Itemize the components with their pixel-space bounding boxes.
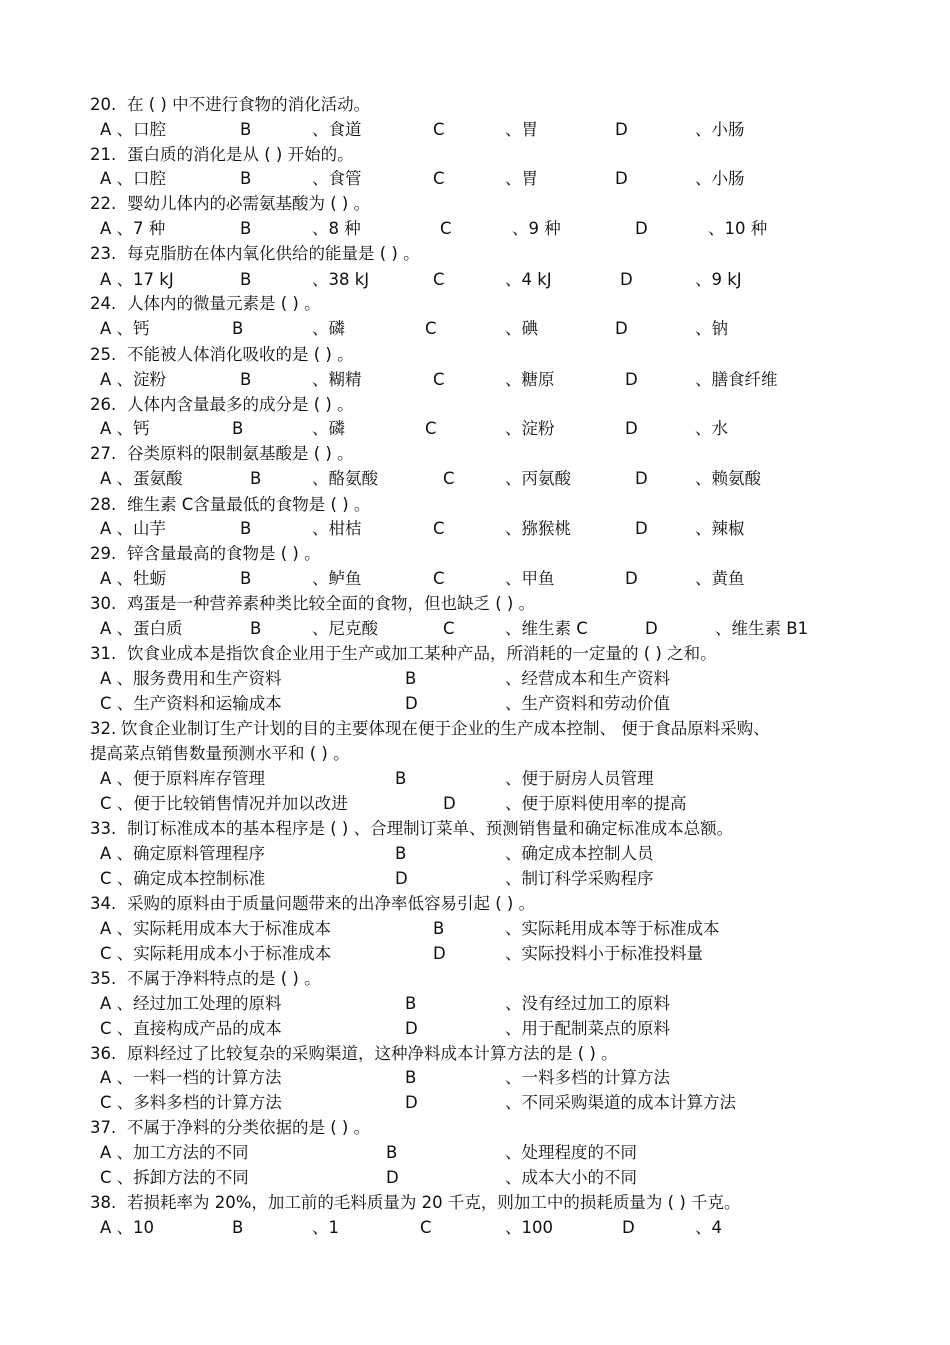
option-a: A 、口腔 (100, 169, 167, 188)
option-c: C 、便于比较销售情况并加以改进 (100, 794, 348, 813)
option-c-text: 、维生素 C (505, 619, 588, 638)
question-stem: 原料经过了比较复杂的采购渠道，这种净料成本计算方法的是 ( ) 。 (127, 1044, 618, 1063)
option-d-text: 、成本大小的不同 (505, 1168, 637, 1187)
options-36-ab (0, 1065, 950, 1090)
option-d-text: 、10 种 (708, 219, 768, 238)
option-b-letter: B (240, 519, 252, 538)
question-number: 24. (90, 294, 117, 313)
question-stem: 不属于净料的分类依据的是 ( ) 。 (127, 1118, 371, 1137)
option-c-letter: C (443, 619, 455, 638)
option-b-letter: B (232, 419, 244, 438)
option-c-text: 、淀粉 (505, 419, 555, 438)
question-stem: 不能被人体消化吸收的是 ( ) 。 (127, 345, 354, 364)
options-31-ab (0, 666, 950, 691)
option-d-letter: D (625, 370, 638, 389)
question-number: 20. (90, 95, 117, 114)
question-number: 33. (90, 819, 117, 838)
question-25 (0, 342, 950, 367)
question-38 (0, 1190, 950, 1215)
option-d-letter: D (622, 1218, 635, 1237)
question-stem: 人体内的微量元素是 ( ) 。 (127, 294, 321, 313)
option-b-letter: B (405, 1068, 417, 1087)
options-29 (0, 566, 950, 591)
option-b-text: 、经营成本和生产资料 (505, 669, 670, 688)
option-c-text: 、4 kJ (505, 270, 552, 289)
option-b-text: 、处理程度的不同 (505, 1143, 637, 1162)
question-37 (0, 1115, 950, 1140)
option-b-letter: B (240, 569, 252, 588)
question-number: 38. (90, 1193, 117, 1212)
question-number: 28. (90, 495, 117, 514)
option-d-letter: D (433, 944, 446, 963)
question-stem: 饮食业成本是指饮食企业用于生产或加工某种产品，所消耗的一定量的 ( ) 之和。 (127, 644, 717, 663)
option-c-text: 、甲鱼 (505, 569, 555, 588)
question-stem: 饮食企业制订生产计划的目的主要体现在便于企业的生产成本控制、 便于食品原料采购、 (121, 719, 770, 738)
option-b-letter: B (433, 919, 445, 938)
option-d-letter: D (386, 1168, 399, 1187)
question-35 (0, 966, 950, 991)
option-a: A 、便于原料库存管理 (100, 769, 266, 788)
option-a: A 、加工方法的不同 (100, 1143, 249, 1162)
options-31-cd (0, 691, 950, 716)
option-d-letter: D (615, 319, 628, 338)
question-22 (0, 191, 950, 216)
option-b-text: 、柑桔 (312, 519, 362, 538)
question-24 (0, 291, 950, 316)
option-b-text: 、实际耗用成本等于标准成本 (505, 919, 720, 938)
option-b-letter: B (240, 169, 252, 188)
question-34 (0, 891, 950, 916)
question-number: 35. (90, 969, 117, 988)
option-c-letter: C (420, 1218, 432, 1237)
option-b-text: 、食道 (312, 120, 362, 139)
option-a: A 、经过加工处理的原料 (100, 994, 282, 1013)
option-d-letter: D (635, 519, 648, 538)
option-d-letter: D (620, 270, 633, 289)
option-b-letter: B (240, 120, 252, 139)
options-22 (0, 216, 950, 241)
question-33 (0, 816, 950, 841)
options-26 (0, 416, 950, 441)
options-32-ab (0, 766, 950, 791)
question-number: 21. (90, 145, 117, 164)
option-c-letter: C (425, 419, 437, 438)
option-d-text: 、用于配制菜点的原料 (505, 1019, 670, 1038)
question-stem: 每克脂肪在体内氧化供给的能量是 ( ) 。 (127, 244, 420, 263)
question-26 (0, 392, 950, 417)
options-36-cd (0, 1090, 950, 1115)
question-stem-line2: 提高菜点销售数量预测水平和 ( ) 。 (90, 744, 350, 763)
option-b-letter: B (232, 319, 244, 338)
option-c: C 、生产资料和运输成本 (100, 694, 282, 713)
option-b-letter: B (240, 370, 252, 389)
option-a: A 、牡蛎 (100, 569, 167, 588)
question-stem: 谷类原料的限制氨基酸是 ( ) 。 (127, 444, 354, 463)
option-d-letter: D (645, 619, 658, 638)
option-d-text: 、辣椒 (695, 519, 745, 538)
option-c-letter: C (433, 370, 445, 389)
option-b-letter: B (240, 219, 252, 238)
question-stem: 制订标准成本的基本程序是 ( ) 、合理制订菜单、预测销售量和确定标准成本总额。 (127, 819, 734, 838)
option-b-text: 、一料多档的计算方法 (505, 1068, 670, 1087)
question-stem: 人体内含量最多的成分是 ( ) 。 (127, 395, 354, 414)
option-d-letter: D (625, 569, 638, 588)
option-b-letter: B (405, 994, 417, 1013)
option-a: A 、蛋氨酸 (100, 469, 183, 488)
question-number: 34. (90, 894, 117, 913)
option-d-text: 、4 (695, 1218, 722, 1237)
option-d-letter: D (405, 694, 418, 713)
option-a: A 、7 种 (100, 219, 166, 238)
option-b-text: 、尼克酸 (312, 619, 378, 638)
option-a: A 、淀粉 (100, 370, 167, 389)
question-number: 25. (90, 345, 117, 364)
options-34-cd (0, 941, 950, 966)
option-d-text: 、赖氨酸 (695, 469, 761, 488)
question-number: 36. (90, 1044, 117, 1063)
option-c: C 、直接构成产品的成本 (100, 1019, 282, 1038)
option-b-text: 、没有经过加工的原料 (505, 994, 670, 1013)
question-stem: 若损耗率为 20%，加工前的毛料质量为 20 千克，则加工中的损耗质量为 ( ) 千克。 (127, 1193, 741, 1212)
options-24 (0, 316, 950, 341)
option-b-letter: B (395, 769, 407, 788)
option-c-letter: C (433, 569, 445, 588)
option-b-text: 、1 (312, 1218, 339, 1237)
option-d-text: 、维生素 B1 (715, 619, 809, 638)
options-27 (0, 466, 950, 491)
question-stem: 不属于净料特点的是 ( ) 。 (127, 969, 321, 988)
option-b-text: 、38 kJ (312, 270, 370, 289)
option-b-text: 、确定成本控制人员 (505, 844, 654, 863)
question-21 (0, 142, 950, 167)
option-d-text: 、9 kJ (695, 270, 742, 289)
question-number: 30. (90, 594, 117, 613)
question-stem: 婴幼儿体内的必需氨基酸为 ( ) 。 (127, 194, 371, 213)
option-b-letter: B (395, 844, 407, 863)
question-32 (0, 716, 950, 741)
option-b-text: 、8 种 (312, 219, 361, 238)
question-stem: 蛋白质的消化是从 ( ) 开始的。 (127, 145, 354, 164)
question-28 (0, 492, 950, 517)
option-b-text: 、便于厨房人员管理 (505, 769, 654, 788)
question-stem: 鸡蛋是一种营养素种类比较全面的食物，但也缺乏 ( ) 。 (127, 594, 536, 613)
option-c-text: 、猕猴桃 (505, 519, 571, 538)
option-d-text: 、实际投料小于标准投料量 (505, 944, 703, 963)
option-c-text: 、丙氨酸 (505, 469, 571, 488)
question-number: 22. (90, 194, 117, 213)
option-a: A 、17 kJ (100, 270, 174, 289)
question-32-line2 (0, 741, 950, 766)
option-c-letter: C (433, 270, 445, 289)
option-a: A 、一料一档的计算方法 (100, 1068, 282, 1087)
option-a: A 、钙 (100, 319, 150, 338)
question-number: 37. (90, 1118, 117, 1137)
question-stem: 维生素 C含量最低的食物是 ( ) 。 (127, 495, 371, 514)
question-number: 32. (90, 719, 117, 738)
question-stem: 在 ( ) 中不进行食物的消化活动。 (127, 95, 371, 114)
question-36 (0, 1041, 950, 1066)
option-c-text: 、胃 (505, 120, 538, 139)
option-d-text: 、膳食纤维 (695, 370, 778, 389)
option-d-letter: D (615, 169, 628, 188)
question-20 (0, 92, 950, 117)
option-b-text: 、糊精 (312, 370, 362, 389)
option-b-text: 、磷 (312, 419, 345, 438)
options-21 (0, 166, 950, 191)
option-c-letter: C (433, 169, 445, 188)
option-c-letter: C (425, 319, 437, 338)
option-c-letter: C (433, 519, 445, 538)
option-d-text: 、钠 (695, 319, 728, 338)
options-32-cd (0, 791, 950, 816)
option-a: A 、钙 (100, 419, 150, 438)
option-a: A 、蛋白质 (100, 619, 183, 638)
option-a: A 、实际耗用成本大于标准成本 (100, 919, 332, 938)
question-stem: 采购的原料由于质量问题带来的出净率低容易引起 ( ) 。 (127, 894, 536, 913)
option-d-text: 、生产资料和劳动价值 (505, 694, 670, 713)
option-d-letter: D (635, 219, 648, 238)
options-37-cd (0, 1165, 950, 1190)
options-25 (0, 367, 950, 392)
option-a: A 、10 (100, 1218, 155, 1237)
option-d-text: 、不同采购渠道的成本计算方法 (505, 1093, 736, 1112)
question-number: 31. (90, 644, 117, 663)
question-stem: 锌含量最高的食物是 ( ) 。 (127, 544, 321, 563)
option-b-letter: B (405, 669, 417, 688)
question-30 (0, 591, 950, 616)
option-c: C 、拆卸方法的不同 (100, 1168, 249, 1187)
options-20 (0, 117, 950, 142)
options-28 (0, 516, 950, 541)
option-b-text: 、食管 (312, 169, 362, 188)
question-29 (0, 541, 950, 566)
option-b-letter: B (386, 1143, 398, 1162)
option-b-letter: B (240, 270, 252, 289)
option-c: C 、实际耗用成本小于标准成本 (100, 944, 332, 963)
option-b-text: 、鲈鱼 (312, 569, 362, 588)
option-d-text: 、制订科学采购程序 (505, 869, 654, 888)
option-c-text: 、胃 (505, 169, 538, 188)
option-b-letter: B (232, 1218, 244, 1237)
option-d-letter: D (635, 469, 648, 488)
question-number: 27. (90, 444, 117, 463)
option-d-letter: D (615, 120, 628, 139)
option-a: A 、口腔 (100, 120, 167, 139)
option-d-text: 、小肠 (695, 120, 745, 139)
option-b-letter: B (250, 619, 262, 638)
option-c-letter: C (440, 219, 452, 238)
question-23 (0, 241, 950, 266)
options-35-cd (0, 1016, 950, 1041)
option-c-text: 、9 种 (512, 219, 561, 238)
option-b-text: 、酪氨酸 (312, 469, 378, 488)
option-a: A 、山芋 (100, 519, 167, 538)
option-d-letter: D (395, 869, 408, 888)
option-c: C 、确定成本控制标准 (100, 869, 266, 888)
options-37-ab (0, 1140, 950, 1165)
options-33-ab (0, 841, 950, 866)
options-23 (0, 267, 950, 292)
option-d-letter: D (405, 1093, 418, 1112)
options-33-cd (0, 866, 950, 891)
option-c: C 、多料多档的计算方法 (100, 1093, 282, 1112)
option-b-text: 、磷 (312, 319, 345, 338)
question-31 (0, 641, 950, 666)
question-number: 29. (90, 544, 117, 563)
option-d-text: 、便于原料使用率的提高 (505, 794, 687, 813)
option-a: A 、服务费用和生产资料 (100, 669, 282, 688)
option-d-letter: D (405, 1019, 418, 1038)
question-27 (0, 441, 950, 466)
option-d-letter: D (625, 419, 638, 438)
option-c-letter: C (443, 469, 455, 488)
question-number: 23. (90, 244, 117, 263)
option-c-text: 、碘 (505, 319, 538, 338)
option-c-text: 、糖原 (505, 370, 555, 389)
option-c-text: 、100 (505, 1218, 553, 1237)
options-35-ab (0, 991, 950, 1016)
option-d-text: 、水 (695, 419, 728, 438)
option-c-letter: C (433, 120, 445, 139)
option-b-letter: B (250, 469, 262, 488)
options-38 (0, 1215, 950, 1240)
option-a: A 、确定原料管理程序 (100, 844, 266, 863)
option-d-text: 、黄鱼 (695, 569, 745, 588)
option-d-letter: D (443, 794, 456, 813)
question-number: 26. (90, 395, 117, 414)
option-d-text: 、小肠 (695, 169, 745, 188)
options-30 (0, 616, 950, 641)
options-34-ab (0, 916, 950, 941)
